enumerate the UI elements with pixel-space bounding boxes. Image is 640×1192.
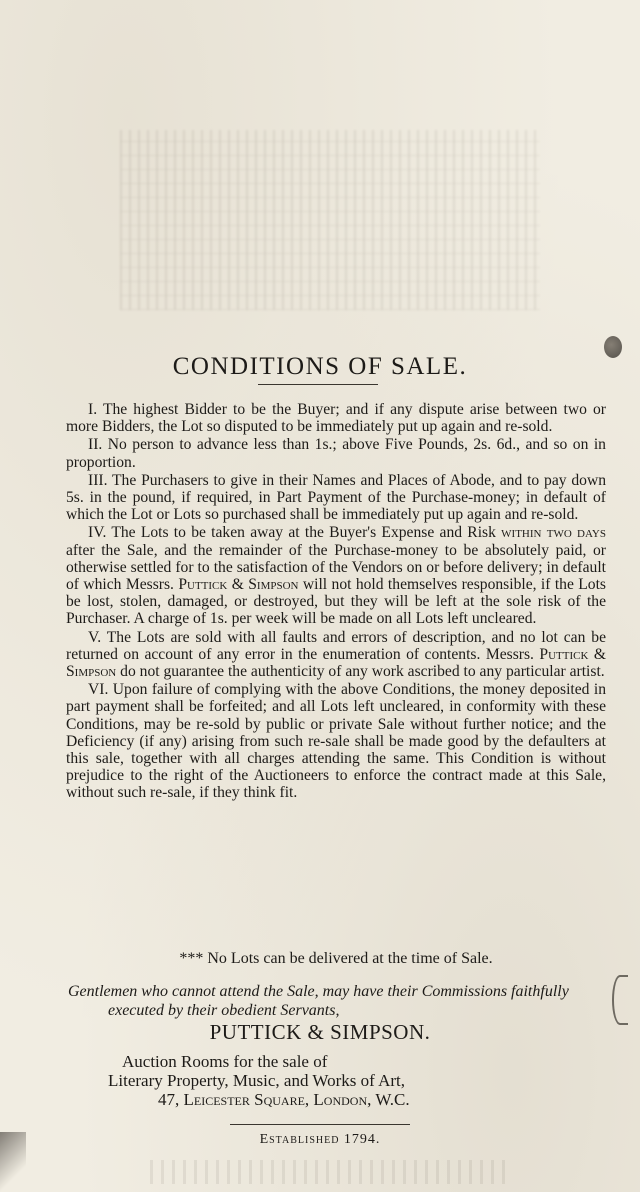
auction-line-1: Auction Rooms for the sale of xyxy=(122,1052,328,1071)
commission-line-2: executed by their obedient Servants, xyxy=(108,1002,340,1019)
condition-number: II. xyxy=(88,436,103,454)
established-line: Established 1794. xyxy=(259,1132,381,1147)
condition-2 xyxy=(66,436,606,470)
condition-number: I. xyxy=(88,401,98,418)
condition-text: will not hold themselves responsible, if the Lots be lost, stolen, damaged, or destroyed, but they will be left at the sole risk of the Purchaser. A charge of 1s. per week will be made on all Lots left uncleared. xyxy=(66,576,606,628)
auction-rooms-block xyxy=(108,1052,568,1109)
auction-line-2: Literary Property, Music, and Works of Art, xyxy=(108,1071,406,1090)
condition-emphasis: within two days xyxy=(501,524,606,542)
commission-line-1: Gentlemen who cannot attend the Sale, may have their Commissions faithfully xyxy=(68,983,569,1000)
condition-number: III. xyxy=(88,471,108,489)
condition-3 xyxy=(66,472,606,524)
firm-name: PUTTICK & SIMPSON. xyxy=(209,1020,431,1044)
show-through-text xyxy=(120,130,540,310)
condition-5 xyxy=(66,629,606,681)
firm-name-inline: Puttick & Simpson xyxy=(66,645,606,681)
condition-text: after the Sale, and the remainder of the Purchase-money to be absolutely paid, or otherwise settled for to the satisfaction of the Vendors on or before delivery; in default of which Messrs. xyxy=(66,541,606,594)
title-rule xyxy=(258,384,378,385)
page-corner-shadow xyxy=(0,1132,26,1192)
conditions-list xyxy=(66,401,606,803)
condition-6 xyxy=(66,681,606,801)
commission-note xyxy=(68,982,608,1020)
condition-text: No person to advance less than 1s.; above Five Pounds, 2s. 6d., and so on in proportion. xyxy=(66,436,606,471)
condition-text: Upon failure of complying with the above Conditions, the money deposited in part payment shall be forfeited; and all Lots left uncleared, in conformity with these Conditions, may be re-sold by public or private Sale without further notice; and the Deficiency (if any) arising from such re-sale shall be made good by the defaulters at this sale, together with all charges attending the same. This Condition is without prejudice to the right of the Auctioneers to enforce the contract made at this Sale, without such re-sale, if they think fit. xyxy=(66,681,606,802)
condition-number: V. xyxy=(88,628,102,646)
condition-text: The highest Bidder to be the Buyer; and if any dispute arise between two or more Bidders, the Lot so disputed to be immediately put up again and re-sold. xyxy=(66,401,607,436)
condition-text: do not guarantee the authenticity of any work ascribed to any particular artist. xyxy=(120,663,605,681)
condition-4 xyxy=(66,524,606,627)
condition-text: The Lots to be taken away at the Buyer's Expense and Risk xyxy=(111,524,496,542)
auction-address: 47, Leicester Square, London, W.C. xyxy=(158,1090,410,1109)
condition-text: The Lots are sold with all faults and errors of description, and no lot can be returned on account of any error in the enumeration of contents. Messrs. xyxy=(66,628,606,663)
condition-text: The Purchasers to give in their Names and Places of Abode, and to pay down 5s. in the pound, if required, in Part Payment of the Purchase-money; in default of which the Lot or Lots so purchased shall be immediately put up again and re-sold. xyxy=(66,471,607,524)
delivery-notice: *** No Lots can be delivered at the time of Sale. xyxy=(179,950,493,967)
show-through-text xyxy=(150,1160,510,1184)
condition-1 xyxy=(66,401,606,435)
condition-number: IV. xyxy=(88,524,107,542)
firm-name-inline: Puttick & Simpson xyxy=(178,576,299,594)
margin-bracket-mark xyxy=(612,975,628,1025)
page-title: CONDITIONS OF SALE. xyxy=(172,352,468,380)
footer-rule xyxy=(230,1124,410,1125)
condition-number: VI. xyxy=(88,681,109,699)
